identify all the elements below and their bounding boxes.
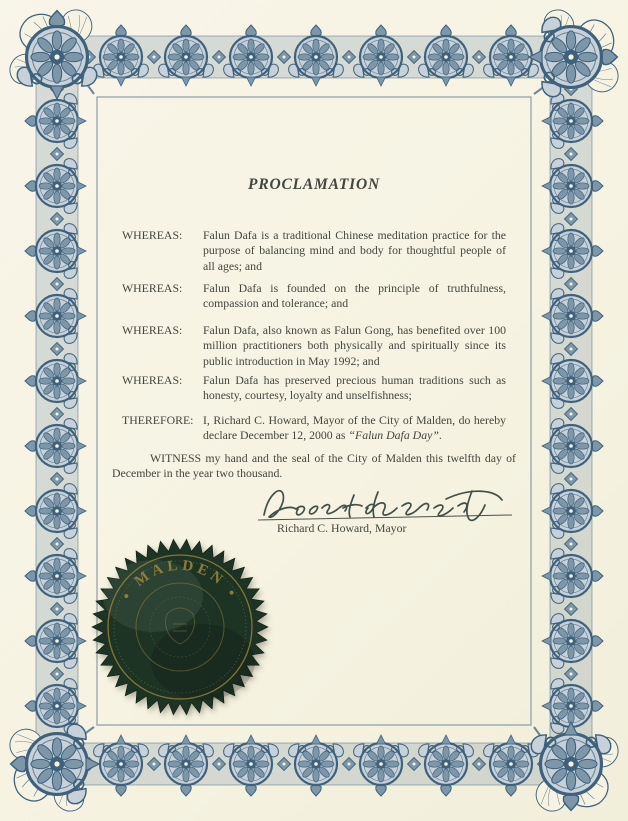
whereas-label: WHEREAS:	[122, 281, 183, 295]
therefore-emphasis: “Falun Dafa Day”	[348, 428, 439, 443]
therefore-text: I, Richard C. Howard, Mayor of the City of Malden, do hereby declare December 12, 2000 as “Falun Dafa Day”.	[203, 413, 506, 443]
whereas-label: WHEREAS:	[122, 373, 183, 387]
therefore-label: THEREFORE:	[122, 413, 194, 427]
whereas-label: WHEREAS:	[122, 228, 183, 242]
whereas-text: Falun Dafa, also known as Falun Gong, has benefited over 100 million practitioners both physically and spiritually since its public introduction in May 1992; and	[203, 323, 506, 368]
whereas-label: WHEREAS:	[122, 323, 183, 337]
whereas-text: Falun Dafa has preserved precious human traditions such as honesty, courtesy, loyalty and unselfishness;	[203, 373, 506, 403]
whereas-text: Falun Dafa is a traditional Chinese meditation practice for the purpose of balancing mind and body for thoughtful people of all ages; and	[203, 228, 506, 273]
city-seal	[91, 538, 269, 716]
page-title: PROCLAMATION	[248, 176, 380, 193]
seal-arc-text: • MALDEN •	[118, 557, 242, 603]
whereas-text: Falun Dafa is founded on the principle of truthfulness, compassion and tolerance; and	[203, 281, 506, 311]
signature-script	[250, 479, 518, 527]
witness-paragraph: WITNESS my hand and the seal of the City of Malden this twelfth day of December in the year two thousand.	[112, 451, 516, 481]
signature-typed-name: Richard C. Howard, Mayor	[277, 521, 407, 535]
